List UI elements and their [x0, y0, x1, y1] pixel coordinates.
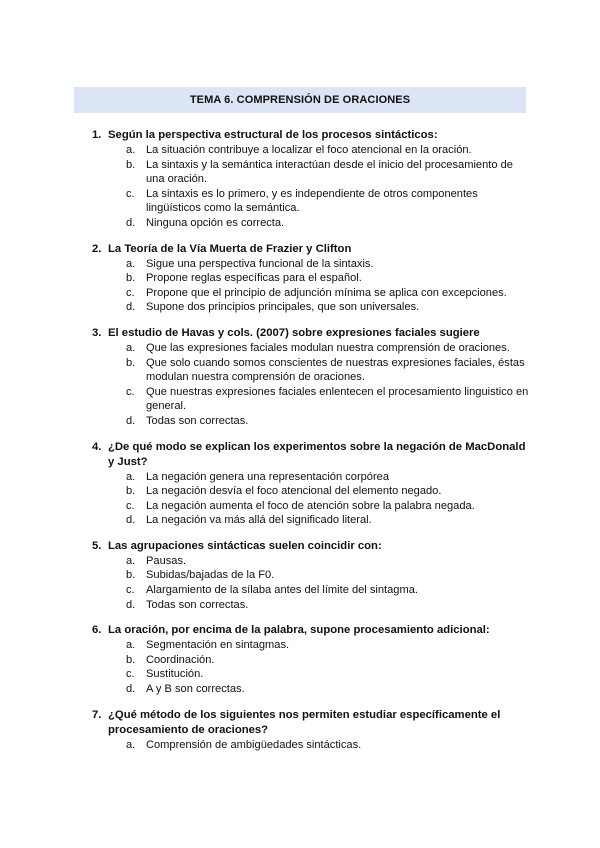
- option-letter: c.: [126, 286, 135, 299]
- question-number: 2.: [92, 242, 102, 255]
- question-item: [92, 539, 532, 612]
- question-heading: [92, 326, 532, 341]
- answer-option: [92, 385, 532, 414]
- option-text: Todas son correctas.: [146, 414, 249, 427]
- answer-option: [92, 286, 532, 301]
- option-letter: a.: [126, 639, 136, 652]
- answer-option: [92, 257, 532, 272]
- answer-option: [92, 300, 532, 315]
- option-text: La sintaxis es lo primero, y es independiente de otros componentes lingüísticos como la semántica.: [146, 187, 478, 215]
- option-text: La negación va más allá del significado literal.: [146, 514, 372, 527]
- question-item: [92, 128, 532, 231]
- answer-option: [92, 499, 532, 514]
- option-text: Sustitución.: [146, 668, 204, 681]
- option-list: [92, 470, 532, 528]
- answer-option: [92, 738, 532, 753]
- option-letter: b.: [126, 158, 136, 171]
- option-text: Alargamiento de la sílaba antes del límite del sintagma.: [146, 584, 418, 597]
- option-letter: a.: [126, 341, 136, 354]
- question-item: [92, 623, 532, 696]
- option-text: La negación aumenta el foco de atención sobre la palabra negada.: [146, 499, 475, 512]
- option-letter: d.: [126, 514, 136, 527]
- answer-option: [92, 638, 532, 653]
- option-letter: a.: [126, 144, 136, 156]
- option-letter: c.: [126, 584, 135, 597]
- question-number: 7.: [92, 708, 102, 721]
- option-text: Que solo cuando somos conscientes de nuestras expresiones faciales, éstas modulan nuestra comprensión de oraciones.: [146, 356, 525, 384]
- option-text: Subidas/bajadas de la F0.: [146, 569, 275, 582]
- answer-option: [92, 554, 532, 569]
- option-text: Comprensión de ambigüedades sintácticas.: [146, 738, 362, 751]
- option-letter: a.: [126, 738, 136, 751]
- question-text: ¿De qué modo se explican los experimentos sobre la negación de MacDonald y Just?: [108, 440, 526, 468]
- option-letter: d.: [126, 598, 136, 611]
- option-letter: d.: [126, 414, 136, 427]
- answer-option: [92, 583, 532, 598]
- option-letter: b.: [126, 356, 136, 369]
- answer-option: [92, 667, 532, 682]
- question-text: Las agrupaciones sintácticas suelen coincidir con:: [108, 539, 382, 552]
- question-heading: [92, 708, 532, 738]
- question-heading: [92, 242, 532, 257]
- option-text: Propone que el principio de adjunción mínima se aplica con excepciones.: [146, 286, 507, 299]
- answer-option: [92, 598, 532, 613]
- option-text: Que nuestras expresiones faciales enlentecen el procesamiento linguistico en general.: [146, 385, 529, 413]
- answer-option: [92, 187, 532, 216]
- question-text: La oración, por encima de la palabra, supone procesamiento adicional:: [108, 624, 490, 637]
- answer-option: [92, 653, 532, 668]
- option-letter: c.: [126, 385, 135, 398]
- answer-option: [92, 216, 532, 231]
- option-text: Supone dos principios principales, que son universales.: [146, 301, 420, 314]
- answer-option: [92, 470, 532, 485]
- option-text: Que las expresiones faciales modulan nuestra comprensión de oraciones.: [146, 341, 510, 354]
- document-title: TEMA 6. COMPRENSIÓN DE ORACIONES: [74, 87, 526, 113]
- answer-option: [92, 143, 532, 158]
- question-list: [92, 128, 532, 763]
- option-letter: d.: [126, 683, 136, 696]
- question-text: Según la perspectiva estructural de los procesos sintácticos:: [108, 129, 438, 141]
- question-text: La Teoría de la Vía Muerta de Frazier y Clifton: [108, 242, 352, 255]
- option-letter: a.: [126, 470, 136, 483]
- question-number: 3.: [92, 326, 102, 339]
- option-text: La negación genera una representación corpórea: [146, 470, 390, 483]
- question-item: [92, 708, 532, 753]
- option-list: [92, 257, 532, 315]
- answer-option: [92, 341, 532, 356]
- answer-option: [92, 484, 532, 499]
- option-letter: c.: [126, 499, 135, 512]
- option-text: Todas son correctas.: [146, 598, 249, 611]
- option-list: [92, 638, 532, 696]
- option-list: [92, 341, 532, 429]
- answer-option: [92, 682, 532, 697]
- option-letter: b.: [126, 272, 136, 285]
- answer-option: [92, 158, 532, 187]
- option-text: La situación contribuye a localizar el foco atencional en la oración.: [146, 144, 472, 156]
- option-letter: b.: [126, 485, 136, 498]
- question-number: 5.: [92, 539, 102, 552]
- question-number: 1.: [92, 129, 102, 141]
- answer-option: [92, 356, 532, 385]
- option-letter: b.: [126, 653, 136, 666]
- question-number: 4.: [92, 440, 102, 453]
- answer-option: [92, 513, 532, 528]
- question-item: [92, 440, 532, 528]
- option-text: Pausas.: [146, 554, 187, 567]
- question-heading: [92, 623, 532, 638]
- option-text: A y B son correctas.: [146, 683, 245, 696]
- answer-option: [92, 271, 532, 286]
- option-letter: a.: [126, 554, 136, 567]
- option-letter: a.: [126, 257, 136, 270]
- option-text: Propone reglas específicas para el español.: [146, 272, 362, 285]
- question-item: [92, 326, 532, 429]
- answer-option: [92, 568, 532, 583]
- option-letter: d.: [126, 216, 136, 229]
- option-list: [92, 554, 532, 612]
- option-letter: d.: [126, 301, 136, 314]
- option-list: [92, 738, 532, 753]
- question-text: ¿Qué método de los siguientes nos permiten estudiar específicamente el procesamiento de oraciones?: [108, 708, 501, 736]
- option-text: Ninguna opción es correcta.: [146, 216, 285, 229]
- option-letter: b.: [126, 569, 136, 582]
- option-text: Segmentación en sintagmas.: [146, 639, 290, 652]
- option-text: Sigue una perspectiva funcional de la sintaxis.: [146, 257, 374, 270]
- question-heading: [92, 128, 532, 143]
- question-heading: [92, 539, 532, 554]
- answer-option: [92, 414, 532, 429]
- question-heading: [92, 440, 532, 470]
- option-text: La sintaxis y la semántica interactúan desde el inicio del procesamiento de una oración.: [146, 158, 513, 186]
- option-text: Coordinación.: [146, 653, 215, 666]
- question-item: [92, 242, 532, 315]
- question-number: 6.: [92, 624, 102, 637]
- option-list: [92, 143, 532, 231]
- option-letter: c.: [126, 187, 135, 200]
- option-text: La negación desvía el foco atencional del elemento negado.: [146, 485, 442, 498]
- option-letter: c.: [126, 668, 135, 681]
- question-text: El estudio de Havas y cols. (2007) sobre expresiones faciales sugiere: [108, 326, 480, 339]
